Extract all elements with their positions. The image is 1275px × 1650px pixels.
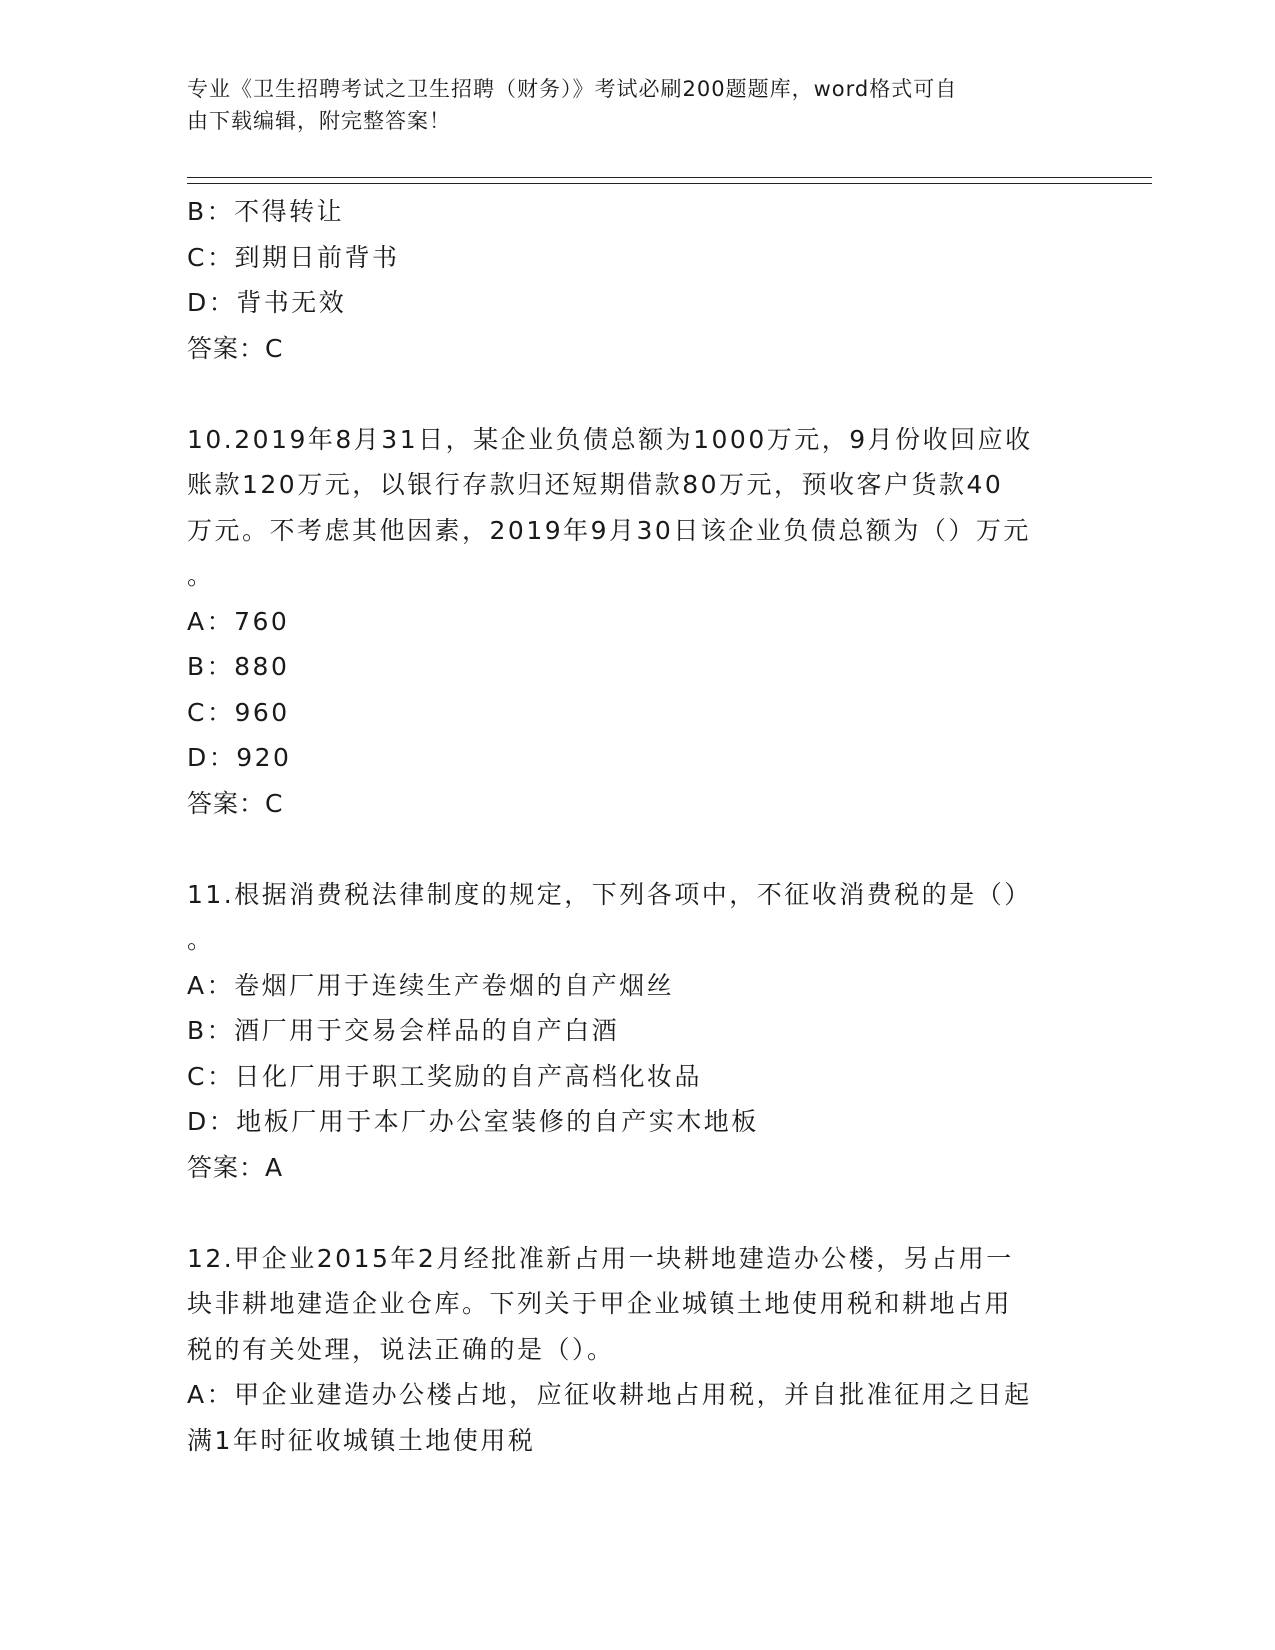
spacer xyxy=(187,371,1087,417)
option-b: B：不得转让 xyxy=(187,197,345,226)
option-b: B：880 xyxy=(187,652,290,681)
option-d: D：背书无效 xyxy=(187,288,347,317)
question-stem-line: 。 xyxy=(187,561,215,590)
spacer xyxy=(187,826,1087,872)
question-stem-line: 万元。不考虑其他因素，2019年9月30日该企业负债总额为（）万元 xyxy=(187,515,1031,545)
question-stem-line: 块非耕地建造企业仓库。下列关于甲企业城镇土地使用税和耕地占用 xyxy=(187,1289,1013,1318)
answer: 答案：C xyxy=(187,333,284,363)
question-stem-line: 。 xyxy=(187,925,215,954)
header-divider-top xyxy=(187,177,1152,178)
header-line-2: 由下载编辑，附完整答案！ xyxy=(187,109,451,133)
question-stem-line: 税的有关处理，说法正确的是（）。 xyxy=(187,1334,615,1364)
question-11 xyxy=(187,872,1087,1191)
header-line-1: 专业《卫生招聘考试之卫生招聘（财务）》考试必刷200题题库，word格式可自 xyxy=(187,77,958,101)
option-c: C：960 xyxy=(187,697,290,727)
option-d: D：920 xyxy=(187,743,292,772)
question-12 xyxy=(187,1236,1087,1464)
question-stem-line: 12.甲企业2015年2月经批准新占用一块耕地建造办公楼，另占用一 xyxy=(187,1243,1014,1273)
option-a: A：卷烟厂用于连续生产卷烟的自产烟丝 xyxy=(187,970,675,1000)
option-a-continued: 满1年时征收城镇土地使用税 xyxy=(187,1425,536,1455)
question-stem-line: 账款120万元，以银行存款归还短期借款80万元，预收客户货款40 xyxy=(187,470,1004,499)
option-b: B：酒厂用于交易会样品的自产白酒 xyxy=(187,1016,620,1045)
spacer xyxy=(187,1190,1087,1236)
document-header xyxy=(187,73,1067,137)
option-a: A：760 xyxy=(187,606,290,636)
answer: 答案：C xyxy=(187,788,284,818)
question-9-tail xyxy=(187,189,1087,371)
question-stem-line: 11.根据消费税法律制度的规定，下列各项中，不征收消费税的是（） xyxy=(187,879,1032,909)
header-divider-bottom xyxy=(187,183,1152,184)
document-body xyxy=(187,189,1087,1463)
option-d: D：地板厂用于本厂办公室装修的自产实木地板 xyxy=(187,1107,759,1136)
question-stem-line: 10.2019年8月31日，某企业负债总额为1000万元，9月份收回应收 xyxy=(187,424,1033,454)
answer: 答案：A xyxy=(187,1152,284,1182)
option-c: C：到期日前背书 xyxy=(187,242,400,272)
option-a: A：甲企业建造办公楼占地，应征收耕地占用税，并自批准征用之日起 xyxy=(187,1380,1032,1409)
option-c: C：日化厂用于职工奖励的自产高档化妆品 xyxy=(187,1061,702,1091)
question-10 xyxy=(187,417,1087,827)
